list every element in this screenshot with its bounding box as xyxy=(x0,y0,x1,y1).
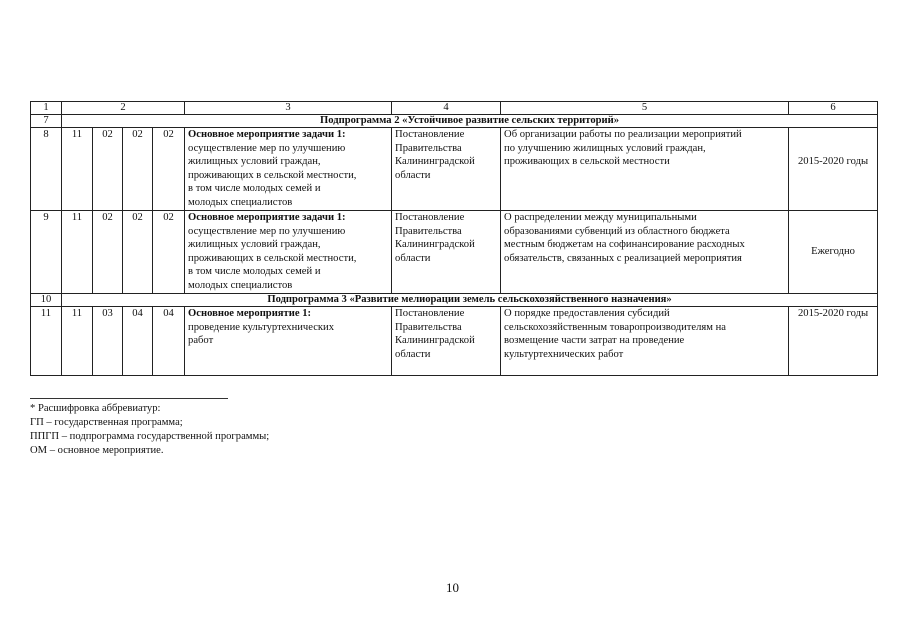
cell-line: Калининградской xyxy=(395,156,475,168)
code-cell: 02 xyxy=(123,211,153,294)
action-cell xyxy=(185,211,392,294)
table-row xyxy=(31,128,878,211)
page-number: 10 xyxy=(446,580,459,595)
cell-line: Правительства xyxy=(395,142,462,154)
cell-line: Калининградской xyxy=(395,335,475,347)
cell-line: осуществление мер по улучшению xyxy=(188,225,346,237)
footnote-line: ГП – государственная программа; xyxy=(30,417,183,428)
cell-line: области xyxy=(395,252,431,264)
action-title: Основное мероприятие 1: xyxy=(188,308,312,319)
cell-line: Постановление xyxy=(395,308,465,319)
cell-line: по улучшению жилищных условий граждан, xyxy=(504,142,706,154)
cell-line: молодых специалистов xyxy=(188,196,293,208)
cell-line: жилищных условий граждан, xyxy=(188,239,321,251)
term-cell: Ежегодно xyxy=(789,211,878,294)
description-cell xyxy=(501,307,789,376)
action-cell xyxy=(185,128,392,211)
code-cell: 02 xyxy=(153,211,185,294)
document-cell xyxy=(392,128,501,211)
header-cell: 3 xyxy=(185,102,392,115)
subprogram-row xyxy=(31,115,878,128)
term-cell: 2015-2020 годы xyxy=(789,128,878,211)
cell-line: проведение культуртехнических xyxy=(188,321,335,333)
header-cell: 2 xyxy=(62,102,185,115)
measures-table xyxy=(30,101,878,376)
cell-line: проживающих в сельской местности, xyxy=(188,169,357,181)
row-number: 7 xyxy=(31,115,62,128)
row-number: 11 xyxy=(31,307,62,376)
cell-line: в том числе молодых семей и xyxy=(188,266,321,278)
cell-line: области xyxy=(395,169,431,181)
description-cell xyxy=(501,211,789,294)
header-cell: 4 xyxy=(392,102,501,115)
cell-line: проживающих в сельской местности xyxy=(504,156,670,168)
header-cell: 5 xyxy=(501,102,789,115)
column-number-row xyxy=(31,102,878,115)
cell-line: О распределении между муниципальными xyxy=(504,212,697,223)
subprogram-title: Подпрограмма 2 «Устойчивое развитие сельских территорий» xyxy=(62,115,878,128)
footnote-title: * Расшифровка аббревиатур: xyxy=(30,403,161,414)
cell-line: сельскохозяйственным товаропроизводителям на xyxy=(504,321,726,333)
code-cell: 02 xyxy=(123,128,153,211)
cell-line: области xyxy=(395,348,431,360)
footnote xyxy=(30,402,269,458)
subprogram-title: Подпрограмма 3 «Развитие мелиорации земель сельскохозяйственного назначения» xyxy=(62,294,878,307)
cell-line: жилищных условий граждан, xyxy=(188,156,321,168)
cell-line: образованиями субвенций из областного бюджета xyxy=(504,225,730,237)
header-cell: 1 xyxy=(31,102,62,115)
code-cell: 02 xyxy=(93,128,123,211)
table-row xyxy=(31,307,878,376)
action-cell xyxy=(185,307,392,376)
code-cell: 03 xyxy=(93,307,123,376)
row-number: 10 xyxy=(31,294,62,307)
subprogram-row xyxy=(31,294,878,307)
action-title: Основное мероприятие задачи 1: xyxy=(188,212,346,223)
cell-line: Об организации работы по реализации мероприятий xyxy=(504,129,742,140)
code-cell: 11 xyxy=(62,211,93,294)
code-cell: 04 xyxy=(153,307,185,376)
cell-line: местным бюджетам на софинансирование расходных xyxy=(504,239,745,251)
document-cell xyxy=(392,307,501,376)
cell-line: Правительства xyxy=(395,225,462,237)
code-cell: 02 xyxy=(153,128,185,211)
cell-line: обязательств, связанных с реализацией мероприятия xyxy=(504,252,742,264)
cell-line: О порядке предоставления субсидий xyxy=(504,308,670,319)
term-cell: 2015-2020 годы xyxy=(789,307,878,376)
code-cell: 04 xyxy=(123,307,153,376)
cell-line: Постановление xyxy=(395,212,465,223)
cell-line: Постановление xyxy=(395,129,465,140)
cell-line: в том числе молодых семей и xyxy=(188,183,321,195)
table-row xyxy=(31,211,878,294)
cell-line: Калининградской xyxy=(395,239,475,251)
code-cell: 11 xyxy=(62,128,93,211)
document-cell xyxy=(392,211,501,294)
cell-line: проживающих в сельской местности, xyxy=(188,252,357,264)
code-cell: 11 xyxy=(62,307,93,376)
cell-line: возмещение части затрат на проведение xyxy=(504,335,685,347)
cell-line: Правительства xyxy=(395,321,462,333)
footnote-line: ППГП – подпрограмма государственной программы; xyxy=(30,431,270,442)
cell-line: осуществление мер по улучшению xyxy=(188,142,346,154)
row-number: 8 xyxy=(31,128,62,211)
action-title: Основное мероприятие задачи 1: xyxy=(188,129,346,140)
code-cell: 02 xyxy=(93,211,123,294)
header-cell: 6 xyxy=(789,102,878,115)
cell-line: молодых специалистов xyxy=(188,279,293,291)
footnote-divider xyxy=(30,398,228,399)
footnote-line: ОМ – основное мероприятие. xyxy=(30,445,164,456)
cell-line: культуртехнических работ xyxy=(504,348,624,360)
cell-line: работ xyxy=(188,335,214,347)
row-number: 9 xyxy=(31,211,62,294)
description-cell xyxy=(501,128,789,211)
